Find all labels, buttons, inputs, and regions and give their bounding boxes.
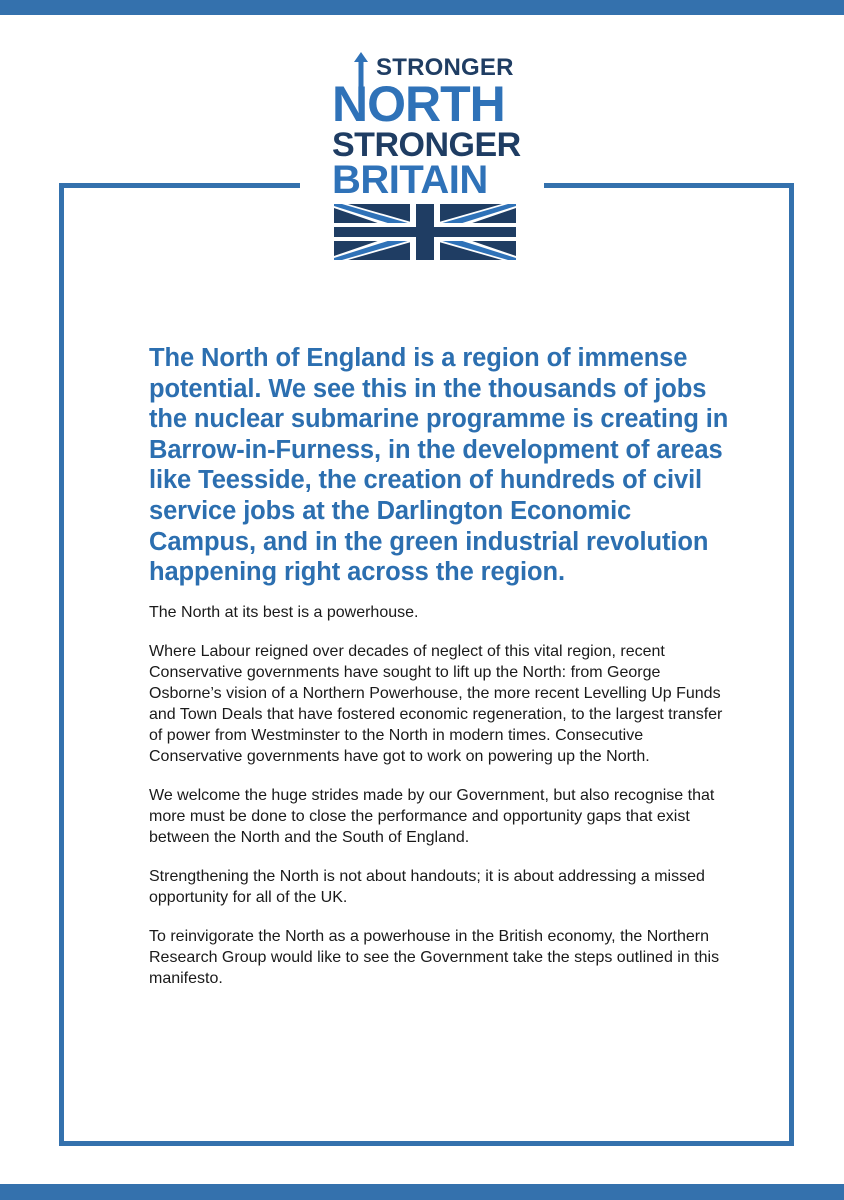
logo-line-3: STRONGER [332, 126, 521, 164]
body-paragraph-3: We welcome the huge strides made by our Government, but also recognise that more must be done to close the performance and opportunity gaps that exist between the North and the South of England. [149, 786, 715, 846]
stronger-north-logo [332, 52, 521, 264]
logo-line-4: BRITAIN [332, 158, 488, 202]
body-paragraph-1: The North at its best is a powerhouse. [149, 603, 419, 621]
logo-line-2: NORTH [332, 76, 505, 132]
logo-line-1: STRONGER [376, 54, 514, 81]
top-accent-bar [0, 0, 844, 15]
body-paragraph-5: To reinvigorate the North as a powerhouse in the British economy, the Northern Research Group would like to see the Government take the steps outlined in this manifesto. [149, 927, 720, 987]
manifesto-content [149, 343, 729, 989]
lead-statement: The North of England is a region of immense potential. We see this in the thousands of jobs the nuclear submarine programme is creating in Barrow-in-Furness, in the development of areas like Teesside, the creation of hundreds of civil service jobs at the Darlington Economic Campus, and in the green industrial revolution happening right across the region. [149, 344, 729, 587]
union-flag-icon [334, 204, 516, 260]
bottom-accent-bar [0, 1184, 844, 1200]
body-paragraph-4: Strengthening the North is not about handouts; it is about addressing a missed opportunity for all of the UK. [149, 867, 705, 906]
body-paragraph-2: Where Labour reigned over decades of neglect of this vital region, recent Conservative governments have sought to lift up the North: from George Osborne’s vision of a Northern Powerhouse, the more recent Levelling Up Funds and Town Deals that have fostered economic regeneration, to the largest transfer of power from Westminster to the North in modern times. Consecutive Conservative governments have got to work on powering up the North. [149, 642, 723, 765]
